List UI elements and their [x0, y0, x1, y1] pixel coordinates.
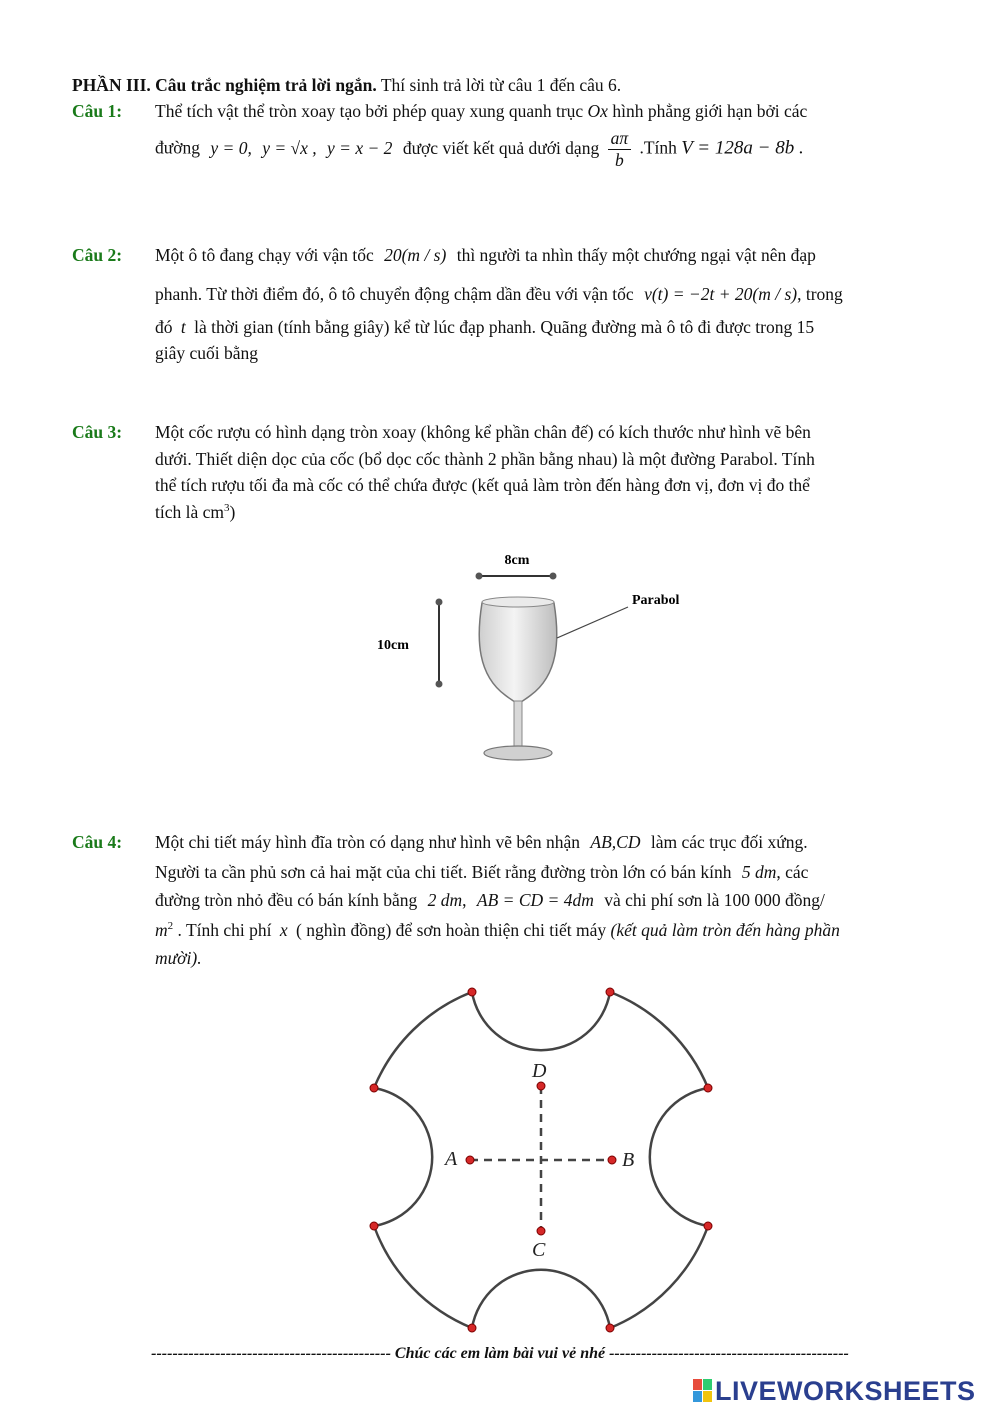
- point: [370, 1084, 378, 1092]
- outer-arc-bottom-right: [610, 1226, 708, 1328]
- q4-text4: . Tính chi phí: [177, 920, 272, 940]
- point-c: [537, 1227, 545, 1235]
- point-d: [537, 1082, 545, 1090]
- q2-line2: [155, 284, 843, 305]
- q3-sup: 3: [224, 502, 230, 515]
- q2-vfunc: v(t) = −2t + 20(m / s): [644, 284, 798, 304]
- glass-rim: [482, 597, 554, 607]
- parabol-label: Parabol: [632, 593, 680, 608]
- q1-expr: V = 128a − 8b .: [681, 137, 804, 159]
- width-label: 8cm: [504, 553, 530, 568]
- q1-frac-den: b: [614, 150, 624, 170]
- outer-arc-bottom-left: [374, 1226, 472, 1328]
- q4-text3: đường tròn nhỏ đều có bán kính bằng: [155, 890, 418, 910]
- outer-arc-top-left: [374, 992, 472, 1088]
- small-arc-bottom: [472, 1270, 610, 1328]
- q3-line1: Một cốc rượu có hình dạng tròn xoay (không kể phần chân đế) có kích thước như hình vẽ bên: [155, 422, 811, 442]
- q4-text2b: , các: [776, 862, 809, 882]
- q4-ab-cd: AB = CD = 4dm: [476, 890, 594, 910]
- glass-stem: [514, 701, 522, 749]
- wine-glass-figure: [360, 545, 720, 775]
- point-b: [608, 1156, 616, 1164]
- q2-text1b: thì người ta nhìn thấy một chướng ngại vật nên đạp: [456, 245, 816, 265]
- q4-text4b: ( nghìn đồng) để sơn hoàn thiện chi tiết máy: [296, 920, 607, 940]
- point: [606, 1324, 614, 1332]
- liveworksheets-logo[interactable]: [693, 1376, 993, 1406]
- label-a: A: [445, 1148, 458, 1170]
- point: [468, 988, 476, 996]
- q4-line4: [155, 920, 840, 941]
- outer-arc-top-right: [610, 992, 708, 1088]
- q1-text2: được viết kết quả dưới dạng: [402, 137, 600, 158]
- footer-message: --------------------------------------------- Chúc các em làm bài vui vẻ nhé ---------------------------------------------: [151, 1345, 849, 1362]
- point: [704, 1222, 712, 1230]
- label-b: B: [622, 1149, 635, 1171]
- liveworksheets-icon: [693, 1379, 713, 1403]
- q3-text4-end: ): [229, 502, 236, 522]
- machine-part-figure: [360, 980, 730, 1340]
- glass-base: [484, 746, 552, 760]
- q4-small-radius: 2 dm: [427, 890, 463, 910]
- q2-line1: [155, 245, 816, 266]
- q1-eq3: y = x − 2: [327, 137, 393, 158]
- height-endpoint: [436, 599, 443, 606]
- label-c: C: [532, 1239, 546, 1261]
- q1-text3: .Tính: [639, 137, 677, 158]
- q3-line2: dưới. Thiết diện dọc của cốc (bổ dọc cốc thành 2 phần bằng nhau) là một đường Parabol. Tính: [155, 449, 815, 469]
- q4-axes: AB,CD: [590, 832, 641, 852]
- q4-unit-sup: 2: [167, 920, 174, 933]
- q2-text2b: , trong: [797, 284, 843, 304]
- q2-label: Câu 2:: [72, 245, 123, 265]
- q2-speed: 20(m / s): [384, 245, 447, 265]
- q4-label: Câu 4:: [72, 832, 123, 852]
- q3-label: Câu 3:: [72, 422, 123, 442]
- q1-word: đường: [155, 137, 200, 158]
- section-header: [72, 75, 621, 96]
- small-arc-left: [374, 1088, 432, 1226]
- width-endpoint: [476, 573, 483, 580]
- point-a: [466, 1156, 474, 1164]
- q4-text1b: làm các trục đối xứng.: [650, 832, 808, 852]
- q4-big-radius: 5 dm: [741, 862, 777, 882]
- q4-text3c: và chi phí sơn là 100 000 đồng/: [604, 890, 825, 910]
- q2-line3: [155, 317, 814, 338]
- q2-text3b: là thời gian (tính bằng giây) kể từ lúc đạp phanh. Quãng đường mà ô tô đi được trong 15: [194, 317, 815, 337]
- q2-text1: Một ô tô đang chạy với vận tốc: [155, 245, 374, 265]
- height-label: 10cm: [377, 638, 409, 653]
- q4-line1: [155, 832, 808, 853]
- q3-line4: [155, 502, 235, 523]
- small-arc-top: [472, 992, 610, 1050]
- label-d: D: [532, 1060, 547, 1082]
- q2-text3: đó: [155, 317, 173, 337]
- q4-text4-italic: (kết quả làm tròn đến hàng phần: [610, 920, 840, 940]
- q1-label: Câu 1:: [72, 101, 123, 121]
- glass-bowl: [479, 599, 557, 704]
- q4-comma: ,: [462, 890, 467, 910]
- parabol-pointer: [557, 607, 628, 638]
- q1-text: Thể tích vật thể tròn xoay tạo bởi phép quay xung quanh trục: [155, 101, 584, 121]
- point: [704, 1084, 712, 1092]
- q4-line2: [155, 862, 808, 883]
- q1-eq2: y = √x ,: [262, 137, 317, 158]
- small-arc-right: [650, 1088, 708, 1226]
- brand-name: LIVEWORKSHEETS: [715, 1376, 976, 1406]
- q4-line3: [155, 890, 825, 911]
- q2-tvar: t: [180, 317, 186, 337]
- height-endpoint: [436, 681, 443, 688]
- q1-frac-num: aπ: [608, 128, 632, 150]
- q3-text4: tích là cm: [155, 502, 225, 522]
- q1-line2: [155, 128, 804, 171]
- section-instruction: Thí sinh trả lời từ câu 1 đến câu 6.: [380, 75, 622, 95]
- section-title: PHẦN III. Câu trắc nghiệm trả lời ngắn.: [72, 75, 377, 95]
- q1-text-end: hình phẳng giới hạn bởi các: [612, 101, 808, 121]
- q4-line5: mười).: [155, 948, 202, 968]
- q4-text1: Một chi tiết máy hình đĩa tròn có dạng như hình vẽ bên nhận: [155, 832, 581, 852]
- q1-eq1: y = 0,: [210, 137, 252, 158]
- q4-text2: Người ta cần phủ sơn cả hai mặt của chi tiết. Biết rằng đường tròn lớn có bán kính: [155, 862, 732, 882]
- q4-unit: m: [155, 920, 168, 940]
- width-endpoint: [550, 573, 557, 580]
- point: [370, 1222, 378, 1230]
- q1-axis: Ox: [587, 101, 608, 121]
- q2-text2: phanh. Từ thời điểm đó, ô tô chuyển động chậm dần đều với vận tốc: [155, 284, 634, 304]
- point: [468, 1324, 476, 1332]
- q2-line4: giây cuối bằng: [155, 343, 259, 363]
- q3-line3: thể tích rượu tối đa mà cốc có thể chứa được (kết quả làm tròn đến hàng đơn vị, đơn vị đo thể: [155, 475, 810, 495]
- point: [606, 988, 614, 996]
- q1-line1: [155, 101, 928, 122]
- q1-fraction: [608, 128, 632, 171]
- q4-x: x: [279, 920, 288, 940]
